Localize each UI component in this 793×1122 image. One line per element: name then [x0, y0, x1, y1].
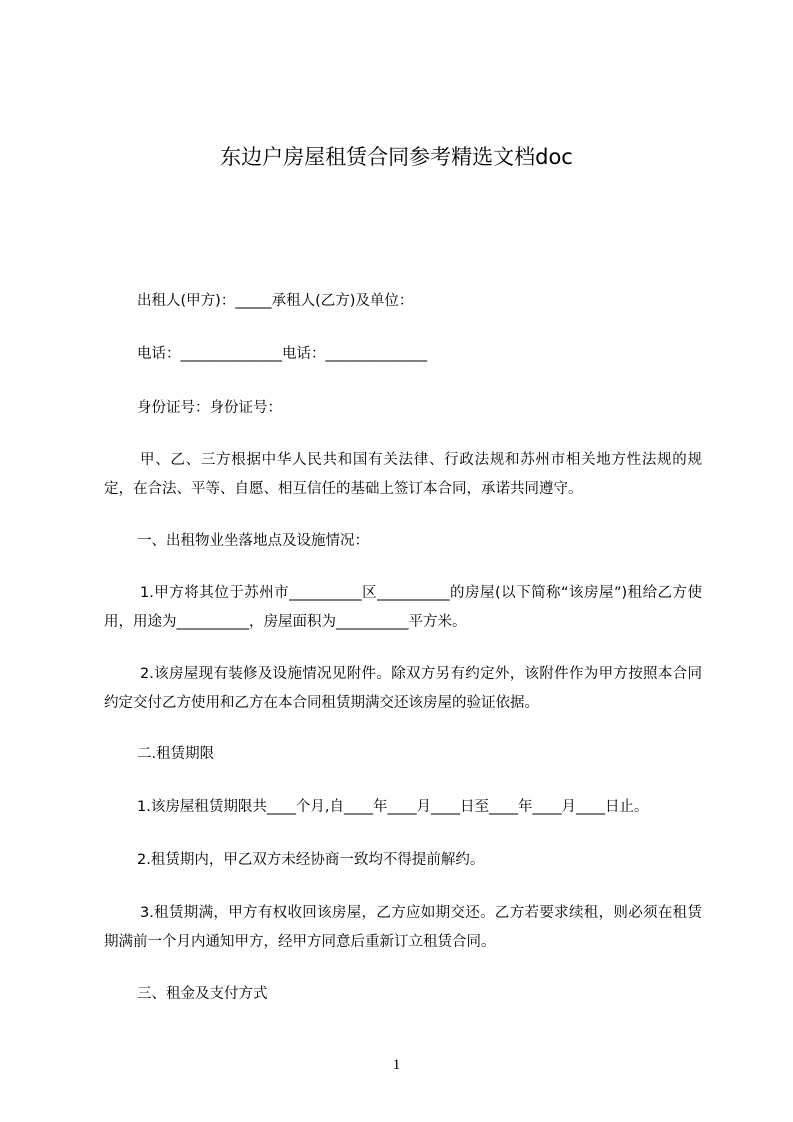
document-title: 东边户房屋租赁合同参考精选文档doc — [220, 145, 573, 169]
paragraph-clause-1-2: 2.该房屋现有装修及设施情况见附件。除双方另有约定外，该附件作为甲方按照本合同约定交付乙方使用和乙方在本合同租赁期满交还该房屋的验证依据。 — [104, 666, 702, 711]
section-heading-term: 二.租赁期限 — [137, 746, 215, 762]
paragraph-clause-2-2: 2.租赁期内，甲乙双方未经协商一致均不得提前解约。 — [137, 852, 485, 868]
paragraph-clause-2-1: 1.该房屋租赁期限共____个月,自____年____月____日至____年____月____日止。 — [137, 799, 649, 815]
section-heading-rent: 三、租金及支付方式 — [137, 986, 268, 1002]
paragraph-lessor: 出租人(甲方)：_____承租人(乙方)及单位： — [137, 293, 414, 309]
section-heading-property: 一、出租物业坐落地点及设施情况： — [137, 533, 369, 549]
paragraph-clause-1-1: 1.甲方将其位于苏州市__________区__________的房屋(以下简称“该房屋”)租给乙方使用，用途为__________，房屋面积为__________平方米。 — [104, 585, 702, 630]
paragraph-phone: 电话：______________电话：______________ — [137, 346, 427, 362]
page-number: 1 — [392, 1057, 401, 1073]
paragraph-preamble: 甲、乙、三方根据中华人民共和国有关法律、行政法规和苏州市相关地方性法规的规定，在合法、平等、自愿、相互信任的基础上签订本合同，承诺共同遵守。 — [104, 452, 702, 497]
paragraph-clause-2-3: 3.租赁期满，甲方有权收回该房屋，乙方应如期交还。乙方若要求续租，则必须在租赁期满前一个月内通知甲方，经甲方同意后重新订立租赁合同。 — [104, 905, 702, 950]
paragraph-id-number: 身份证号：身份证号： — [137, 400, 282, 416]
